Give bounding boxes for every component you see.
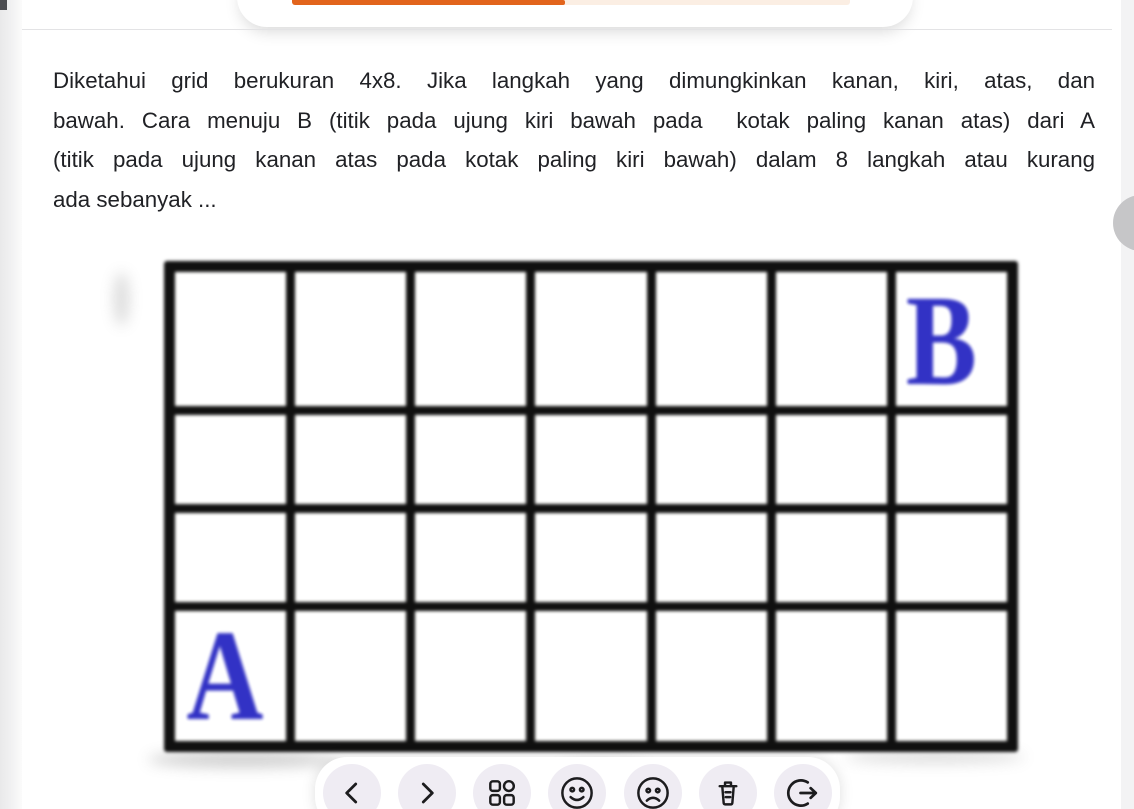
chevron-left-icon (335, 776, 369, 809)
grid-cell (896, 269, 1007, 413)
question-line: bawah. Cara menuju B (titik pada ujung kiri bawah pada kotak paling kanan atas) dari A (53, 107, 1095, 133)
grid-cell (896, 513, 1007, 602)
right-scrollbar-track[interactable] (1121, 0, 1134, 809)
skip-button[interactable] (774, 764, 832, 809)
progress-bar-fill (292, 0, 565, 5)
scrollbar-handle[interactable] (1113, 195, 1134, 251)
grid-cell (175, 272, 286, 406)
scan-smudge (114, 272, 129, 326)
point-label-a: A (186, 604, 264, 748)
grid-cell (776, 513, 887, 602)
apps-grid-icon (485, 776, 519, 809)
grid-cell (896, 611, 1007, 741)
grid-cell (896, 415, 1007, 504)
grid-cell (295, 513, 406, 602)
grid-cell (175, 513, 286, 602)
trash-icon (711, 776, 745, 809)
grid-cell (415, 415, 526, 504)
left-gutter (0, 0, 22, 809)
question-line: (titik pada ujung kanan atas pada kotak paling kiri bawah) dalam 8 langkah atau kurang (53, 147, 1095, 173)
grid-cell (776, 611, 887, 741)
grid-figure-image (164, 261, 1018, 752)
chevron-right-icon (410, 776, 444, 809)
sad-face-icon (635, 775, 671, 809)
grid-image (164, 261, 1018, 752)
grid-cell (656, 513, 767, 602)
question-line: ada sebanyak ... (53, 187, 217, 213)
grid-cell (175, 604, 286, 748)
question-line: Diketahui grid berukuran 4x8. Jika langkah yang dimungkinkan kanan, kiri, atas, dan (53, 68, 1095, 93)
grid-cell (295, 611, 406, 741)
point-label-b: B (905, 269, 977, 413)
grid-cell (535, 415, 646, 504)
progress-bar (292, 0, 850, 5)
grid-cell (656, 611, 767, 741)
grid-cell (776, 272, 887, 406)
grid-cell (415, 513, 526, 602)
corner-artifact (0, 0, 7, 10)
scan-smudge (148, 752, 338, 767)
grid-cell (535, 611, 646, 741)
question-text (53, 61, 1095, 220)
happy-face-icon (559, 775, 595, 809)
prev-button[interactable] (323, 764, 381, 809)
grid-cell (656, 272, 767, 406)
grid-cell (175, 415, 286, 504)
grid-cell (295, 415, 406, 504)
grid-cell (656, 415, 767, 504)
scan-smudge (845, 751, 1025, 763)
apps-button[interactable] (473, 764, 531, 809)
grid-cell (295, 272, 406, 406)
next-button[interactable] (398, 764, 456, 809)
dislike-button[interactable] (624, 764, 682, 809)
bottom-toolbar (315, 757, 840, 809)
grid-cell (535, 513, 646, 602)
grid-cell (415, 272, 526, 406)
delete-button[interactable] (699, 764, 757, 809)
grid-cell (776, 415, 887, 504)
grid-cell (535, 272, 646, 406)
header-divider (22, 29, 1112, 30)
exit-arrow-icon (785, 775, 821, 809)
grid-cell (415, 611, 526, 741)
like-button[interactable] (548, 764, 606, 809)
